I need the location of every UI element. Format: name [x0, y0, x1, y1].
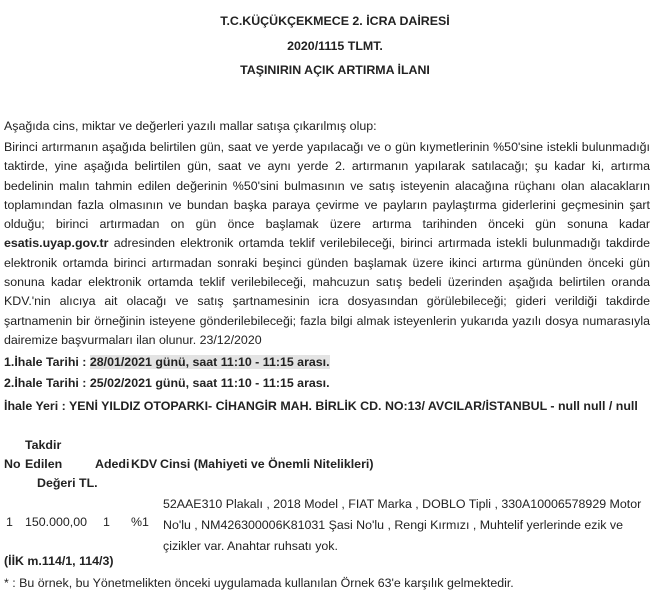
- website-link[interactable]: esatis.uyap.gov.tr: [4, 236, 109, 251]
- second-auction-value: 25/02/2021 günü, saat 11:10 - 11:15 arası.: [89, 376, 330, 390]
- header-takdir: Takdir: [25, 438, 62, 452]
- first-auction-date: [4, 355, 330, 369]
- row-description: 52AAE310 Plakalı , 2018 Model , FIAT Marka , DOBLO Tipli , 330A10006578929 Motor No'lu , NM426300006K81031 Şasi No'lu , Rengi Kırmızı , Muhtelif yerlerinde ezik ve çizikler var. Anahtar ruhsatı yok.: [163, 497, 642, 553]
- row-no: 1: [6, 515, 13, 529]
- header-edilen: Edilen: [25, 457, 63, 471]
- intro-text: Aşağıda cins, miktar ve değerleri yazılı mallar satışa çıkarılmış olup:: [4, 119, 377, 133]
- footnote: * : Bu örnek, bu Yönetmelikten önceki uygulamada kullanılan Örnek 63'e karşılık gelmektedir.: [4, 576, 514, 590]
- row-kdv: %1: [131, 515, 149, 529]
- paragraph-part-1: Birinci artırmanın aşağıda belirtilen gün, saat ve yerde yapılacağı ve o gün kıymetlerinin %50'sine istekli bulunmadığı taktirde, yine aşağıda belirtilen gün, saat ve aynı yerde 2. artırmanın yapılarak satılacağı; şu kadar ki, artırma bedelinin malın tahmin edilen değerinin %50'sini bulmasının ve satış isteyenin alacağına rüçhanı olan alacakların toplamından fazla olmasının ve bundan başka paraya çevirme ve payların paylaştırma giderlerini geçmesinin şart olduğu; birinci artırmadan on gün önce başlamak üzere artırma tarihinden önceki gün sonuna kadar: [4, 140, 650, 232]
- first-auction-value: 28/01/2021 günü, saat 11:10 - 11:15 arası.: [89, 355, 330, 369]
- header-degeri: Değeri TL.: [37, 476, 98, 490]
- row-value: 150.000,00: [25, 515, 88, 529]
- header-no: No: [4, 457, 21, 471]
- second-auction-date: [4, 376, 330, 390]
- header-kdv: KDV: [131, 457, 158, 471]
- office-name: T.C.KÜÇÜKÇEKMECE 2. İCRA DAİRESİ: [220, 14, 450, 28]
- main-paragraph: [4, 138, 650, 350]
- row-adet: 1: [103, 515, 110, 529]
- second-auction-label: 2.İhale Tarihi :: [4, 376, 87, 390]
- auction-place: İhale Yeri : YENİ YILDIZ OTOPARKI- CİHANGİR MAH. BİRLİK CD. NO:13/ AVCILAR/İSTANBUL - null null / null: [4, 399, 638, 413]
- first-auction-label: 1.İhale Tarihi :: [4, 355, 87, 369]
- document-title: TAŞINIRIN AÇIK ARTIRMA İLANI: [240, 63, 430, 77]
- header-cinsi: Cinsi (Mahiyeti ve Önemli Nitelikleri): [160, 457, 374, 471]
- legal-reference: (İİK m.114/1, 114/3): [4, 554, 114, 568]
- header-adedi: Adedi: [95, 457, 130, 471]
- file-number: 2020/1115 TLMT.: [287, 39, 383, 53]
- paragraph-part-2: adresinden elektronik ortamda teklif verilebileceği, birinci artırmada istekli bulunmadığı takdirde elektronik ortamda birinci artırmadan sonraki beşinci günden başlamak üzere ikinci artırma gününden önceki gün sonuna kadar elektronik ortamda teklif verilebileceği, mahcuzun satış bedeli üzerinden aşağıda belirtilen oranda KDV.'nin alıcıya ait olacağı ve satış şartnamesinin icra dosyasından görülebileceği; gideri verildiği takdirde şartnamenin bir örneğinin isteyene gönderilebileceği; fazla bilgi almak isteyenlerin yukarıda yazılı dosya numarasıyla dairemize başvurmaları ilan olunur. 23/12/2020: [4, 236, 650, 347]
